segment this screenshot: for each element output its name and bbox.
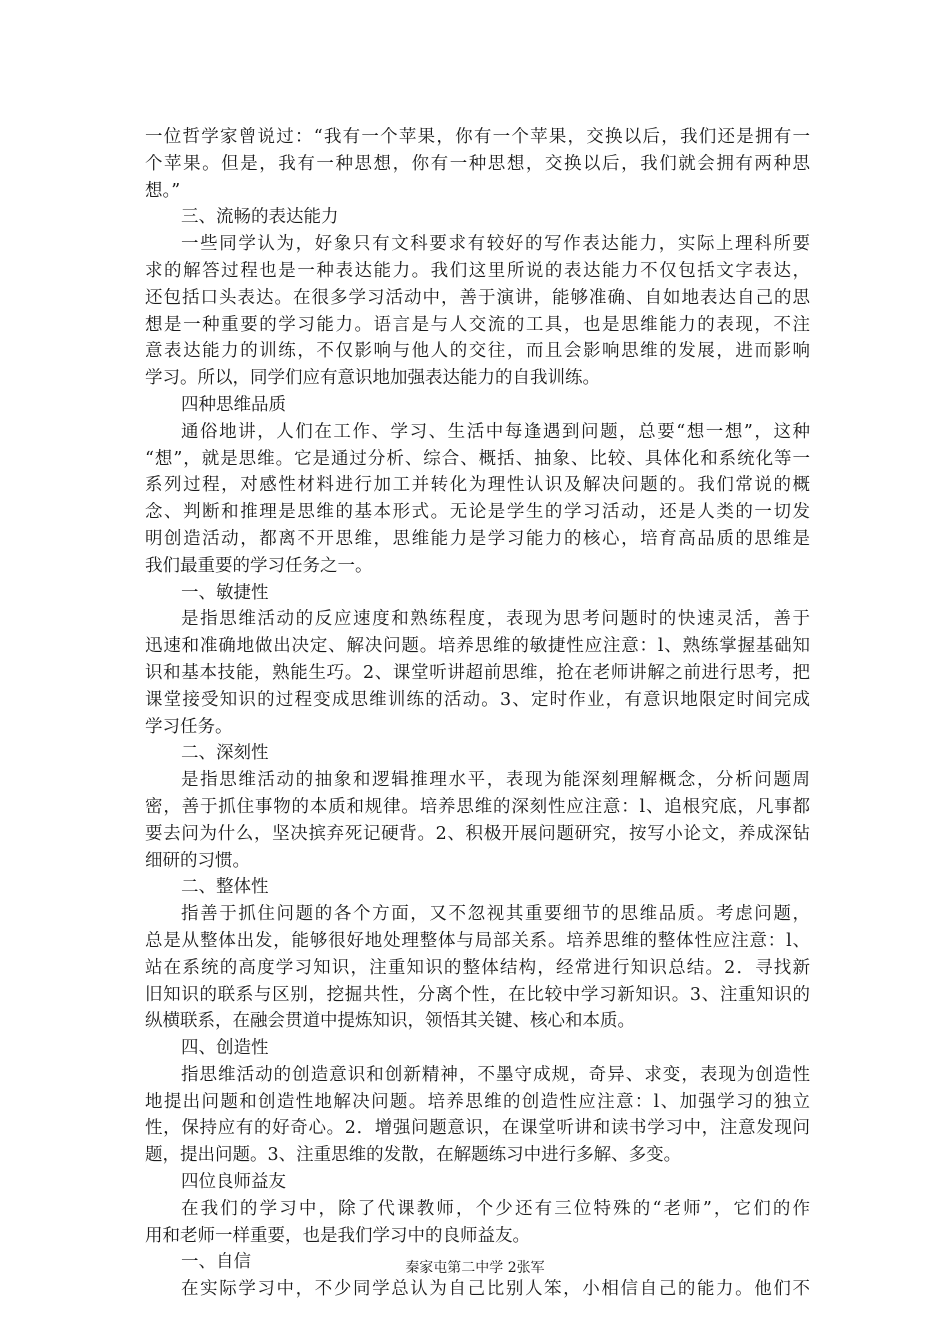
text-line: 明创造活动，都离不开思维，思维能力是学习能力的核心，培育高品质的思维是 [145, 528, 810, 549]
text-line: 要去问为什么，坚决摈弃死记硬背。2、积极开展问题研究，按写小论文，养成深钻 [145, 823, 810, 844]
section-heading: 四位良师益友 [181, 1172, 286, 1193]
text-line: 是指思维活动的抽象和逻辑推理水平，表现为能深刻理解概念，分析问题周 [181, 770, 810, 791]
text-line: “想”，就是思维。它是通过分析、综合、概括、抽象、比较、具体化和系统化等一 [145, 448, 810, 469]
section-heading: 四种思维品质 [181, 394, 286, 415]
text-line: 学习。所以，同学们应有意识地加强表达能力的自我训练。 [145, 368, 600, 389]
text-line: 意表达能力的训练，不仅影响与他人的交往，而且会影响思维的发展，进而影响 [145, 341, 810, 362]
text-line: 一位哲学家曾说过：“我有一个苹果，你有一个苹果，交换以后，我们还是拥有一 [145, 127, 810, 147]
text-line: 识和基本技能，熟能生巧。2、课堂听讲超前思维，抢在老师讲解之前进行思考，把 [145, 662, 810, 683]
text-line: 一些同学认为，好象只有文科要求有较好的写作表达能力，实际上理科所要 [181, 234, 810, 255]
text-line: 用和老师一样重要，也是我们学习中的良师益友。 [145, 1225, 530, 1246]
section-heading: 二、整体性 [181, 877, 269, 898]
section-heading: 三、流畅的表达能力 [181, 207, 339, 228]
section-heading: 四、创造性 [181, 1038, 269, 1059]
text-line: 在我们的学习中，除了代课教师，个少还有三位特殊的“老师”，它们的作 [181, 1198, 810, 1219]
text-line: 通俗地讲，人们在工作、学习、生活中每逢遇到问题，总要“想一想”，这种 [181, 421, 810, 442]
text-line: 性，保持应有的好奇心。2．增强问题意识，在课堂听讲和读书学习中，注意发现问 [145, 1118, 810, 1139]
text-line: 想。” [145, 180, 181, 201]
text-line: 迅速和准确地做出决定、解决问题。培养思维的敏捷性应注意：l、熟练掌握基础知 [145, 636, 810, 657]
text-line: 系列过程，对感性材料进行加工并转化为理性认识及解决问题的。我们常说的概 [145, 475, 810, 496]
text-line: 求的解答过程也是一种表达能力。我们这里所说的表达能力不仅包括文字表达， [145, 260, 810, 281]
text-line: 想是一种重要的学习能力。语言是与人交流的工具，也是思维能力的表现，不注 [145, 314, 810, 335]
text-line: 地提出问题和创造性地解决问题。培养思维的创造性应注意：l、加强学习的独立 [145, 1091, 810, 1112]
text-line: 课堂接受知识的过程变成思维训练的活动。3、定时作业，有意识地限定时间完成 [145, 689, 810, 710]
text-line: 指思维活动的创造意识和创新精神，不墨守成规，奇异、求变，表现为创造性 [181, 1064, 810, 1085]
text-line: 指善于抓住问题的各个方面，又不忽视其重要细节的思维品质。考虑问题， [181, 904, 810, 925]
text-line: 个苹果。但是，我有一种思想，你有一种思想，交换以后，我们就会拥有两种思 [145, 153, 810, 174]
text-line: 在实际学习中，不少同学总认为自己比别人笨，小相信自己的能力。他们不 [181, 1279, 810, 1300]
text-line: 我们最重要的学习任务之一。 [145, 555, 373, 576]
section-heading: 一、敏捷性 [181, 582, 269, 603]
text-line: 细研的习惯。 [145, 850, 250, 871]
text-line: 总是从整体出发，能够很好地处理整体与局部关系。培养思维的整体性应注意：l、 [145, 930, 810, 951]
text-line: 题，提出问题。3、注重思维的发散，在解题练习中进行多解、多变。 [145, 1145, 682, 1166]
text-line: 还包括口头表达。在很多学习活动中，善于演讲，能够准确、自如地表达自己的思 [145, 287, 810, 308]
section-heading: 二、深刻性 [181, 743, 269, 764]
text-line: 学习任务。 [145, 716, 233, 737]
text-line: 密，善于抓住事物的本质和规律。培养思维的深刻性应注意：l、追根究底，凡事都 [145, 796, 810, 817]
text-line: 站在系统的高度学习知识，注重知识的整体结构，经常进行知识总结。2．寻找新 [145, 957, 810, 978]
text-line: 旧知识的联系与区别，挖掘共性，分离个性，在比较中学习新知识。3、注重知识的 [145, 984, 810, 1005]
text-line: 念、判断和推理是思维的基本形式。无论是学生的学习活动，还是人类的一切发 [145, 502, 810, 523]
section-heading: 一、自信 [181, 1252, 251, 1273]
document-body [145, 124, 810, 1303]
page-footer: 秦家屯第二中学 2张军 [405, 1260, 545, 1276]
text-line: 纵横联系，在融会贯道中提炼知识，领悟其关键、核心和本质。 [145, 1011, 635, 1032]
text-line: 是指思维活动的反应速度和熟练程度，表现为思考问题时的快速灵活，善于 [181, 609, 810, 630]
